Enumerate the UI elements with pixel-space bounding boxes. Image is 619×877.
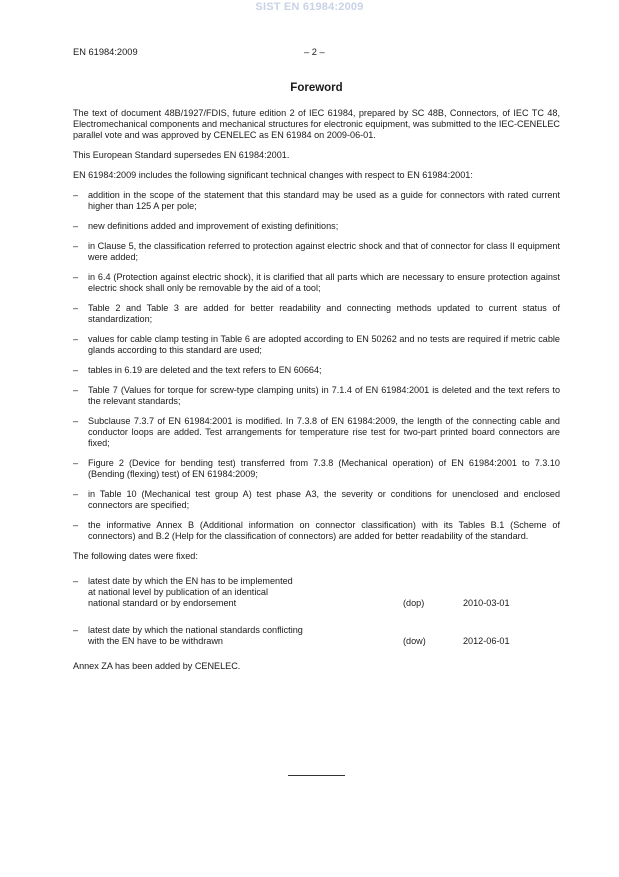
list-item bbox=[73, 385, 560, 407]
date-entry-value: 2012-06-01 bbox=[463, 636, 510, 646]
dash-bullet: – bbox=[73, 458, 79, 468]
changes-list bbox=[73, 190, 560, 542]
document-id: EN 61984:2009 bbox=[73, 47, 138, 57]
date-entry-code: (dop) bbox=[403, 598, 425, 608]
list-item bbox=[73, 303, 560, 325]
date-entry-dow bbox=[73, 625, 560, 647]
date-entry-dop bbox=[73, 576, 560, 609]
list-item bbox=[73, 221, 560, 232]
foreword-body bbox=[73, 108, 560, 681]
list-item bbox=[73, 241, 560, 263]
list-item-text: tables in 6.19 are deleted and the text refers to EN 60664; bbox=[88, 365, 322, 375]
list-item-text: the informative Annex B (Additional information on connector classification) with its Tables B.1 (Scheme of connectors) and B.2 (Help for the classification of connectors) are added for better readability of the standard. bbox=[88, 520, 560, 541]
list-item bbox=[73, 272, 560, 294]
list-item bbox=[73, 365, 560, 376]
dash-bullet: – bbox=[73, 385, 79, 395]
dash-bullet: – bbox=[73, 241, 79, 251]
list-item-text: Table 2 and Table 3 are added for better readability and connecting methods updated to current status of standardization; bbox=[88, 303, 560, 324]
supersedes-paragraph: This European Standard supersedes EN 61984:2001. bbox=[73, 150, 290, 160]
dash-bullet: – bbox=[73, 272, 79, 282]
list-item bbox=[73, 334, 560, 356]
date-entry-description bbox=[88, 625, 403, 647]
list-item-text: addition in the scope of the statement that this standard may be used as a guide for connectors with rated current higher than 125 A per pole; bbox=[88, 190, 560, 211]
watermark: SIST EN 61984:2009 bbox=[255, 1, 364, 13]
list-item-text: Table 7 (Values for torque for screw-type clamping units) in 7.1.4 of EN 61984:2001 is deleted and the text refers to the relevant standards; bbox=[88, 385, 560, 406]
dates-intro-paragraph: The following dates were fixed: bbox=[73, 551, 198, 561]
section-title: Foreword bbox=[290, 82, 343, 94]
closing-paragraph: Annex ZA has been added by CENELEC. bbox=[73, 661, 241, 671]
end-rule bbox=[288, 775, 345, 776]
list-item bbox=[73, 190, 560, 212]
date-entry-line: latest date by which the EN has to be implemented bbox=[88, 576, 293, 586]
date-entry-code: (dow) bbox=[403, 636, 426, 646]
dash-bullet: – bbox=[73, 576, 79, 586]
date-entry-description bbox=[88, 576, 403, 609]
dash-bullet: – bbox=[73, 221, 79, 231]
dash-bullet: – bbox=[73, 520, 79, 530]
page-number: – 2 – bbox=[304, 47, 325, 57]
dash-bullet: – bbox=[73, 625, 79, 635]
changes-intro-paragraph: EN 61984:2009 includes the following significant technical changes with respect to EN 61984:2001: bbox=[73, 170, 473, 180]
list-item-text: in 6.4 (Protection against electric shock), it is clarified that all parts which are necessary to ensure protection against electric shock shall only be removable by the aid of a tool; bbox=[88, 272, 560, 293]
date-entry-value: 2010-03-01 bbox=[463, 598, 510, 608]
date-entry-line: latest date by which the national standards conflicting bbox=[88, 625, 303, 635]
date-entry-line: with the EN have to be withdrawn bbox=[88, 636, 223, 646]
dash-bullet: – bbox=[73, 365, 79, 375]
dash-bullet: – bbox=[73, 303, 79, 313]
dash-bullet: – bbox=[73, 489, 79, 499]
list-item-text: values for cable clamp testing in Table 6 are adopted according to EN 50262 and no tests are required if metric cable glands according to this standard are used; bbox=[88, 334, 560, 355]
list-item bbox=[73, 416, 560, 449]
dash-bullet: – bbox=[73, 190, 79, 200]
list-item bbox=[73, 520, 560, 542]
intro-paragraph: The text of document 48B/1927/FDIS, future edition 2 of IEC 61984, prepared by SC 48B, Connectors, of IEC TC 48, Electromechanical components and mechanical structures for electronic equipment, was submitted to the IEC-CENELEC parallel vote and was approved by CENELEC as EN 61984 on 2009-06-01. bbox=[73, 108, 560, 140]
list-item bbox=[73, 458, 560, 480]
dash-bullet: – bbox=[73, 416, 79, 426]
date-entry-line: at national level by publication of an identical bbox=[88, 587, 268, 597]
list-item-text: new definitions added and improvement of existing definitions; bbox=[88, 221, 339, 231]
list-item bbox=[73, 489, 560, 511]
date-entry-line: national standard or by endorsement bbox=[88, 598, 237, 608]
list-item-text: in Clause 5, the classification referred to protection against electric shock and that of connector for class II equipment were added; bbox=[88, 241, 560, 262]
list-item-text: Subclause 7.3.7 of EN 61984:2001 is modified. In 7.3.8 of EN 61984:2009, the length of the connecting cable and conductor loops are added. Test arrangements for temperature rise test for two-part printed board connectors are fixed; bbox=[88, 416, 560, 448]
dash-bullet: – bbox=[73, 334, 79, 344]
list-item-text: in Table 10 (Mechanical test group A) test phase A3, the severity or conditions for unenclosed and enclosed connectors are specified; bbox=[88, 489, 560, 510]
list-item-text: Figure 2 (Device for bending test) transferred from 7.3.8 (Mechanical operation) of EN 61984:2001 to 7.3.10 (Bending (flexing) test) of EN 61984:2009; bbox=[88, 458, 560, 479]
